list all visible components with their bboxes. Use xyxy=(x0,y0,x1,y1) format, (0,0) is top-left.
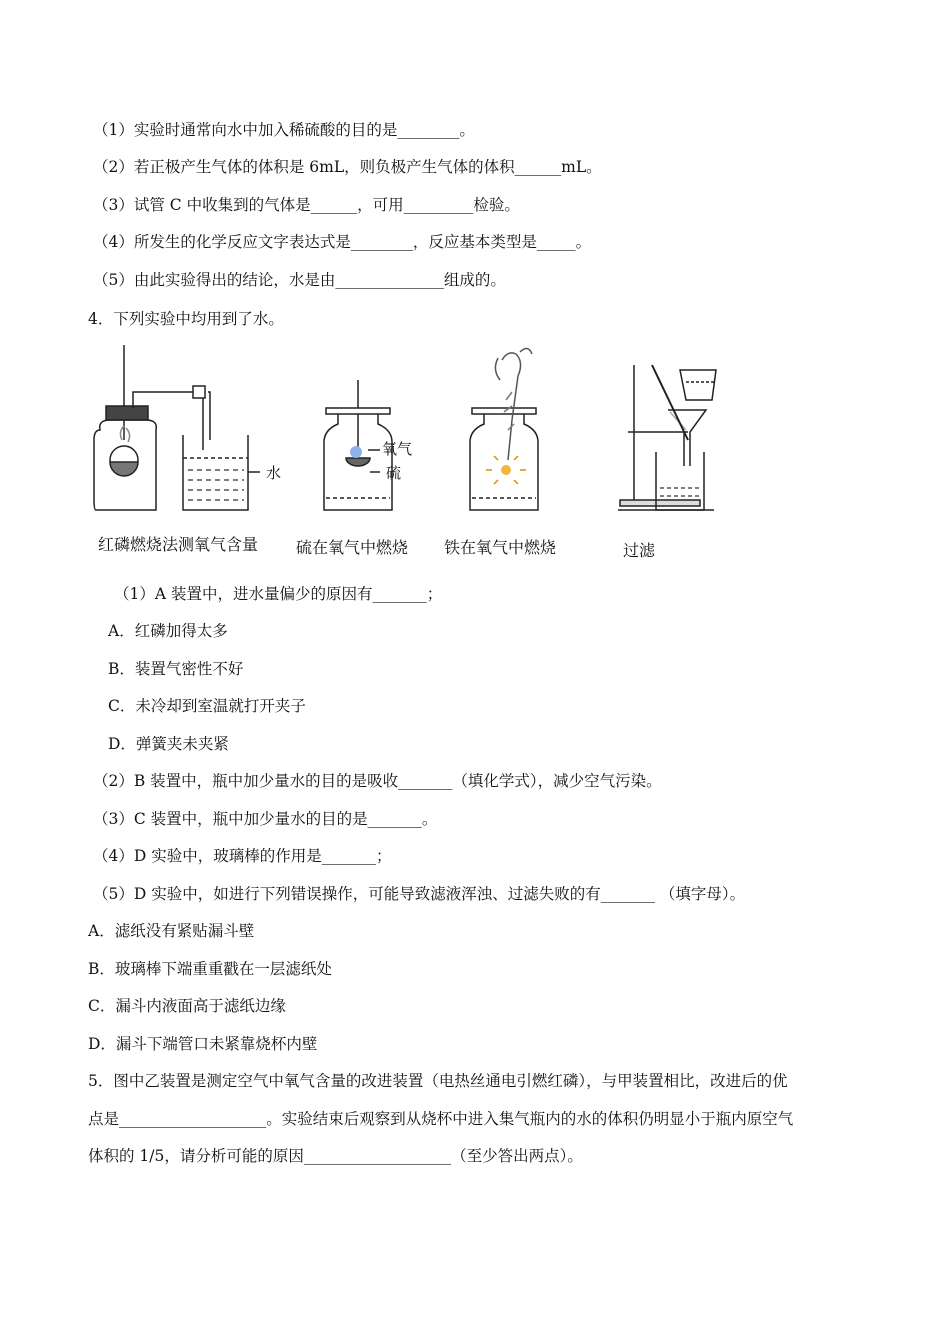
experiment-figure xyxy=(88,340,848,570)
q4-sub1-option-d: D．弹簧夹未夹紧 xyxy=(108,735,229,753)
caption-sulfur: 硫在氧气中燃烧 xyxy=(296,538,409,557)
q4-sub3: （3）C 装置中，瓶中加少量水的目的是_______。 xyxy=(93,810,438,828)
q3-item-3: （3）试管 C 中收集到的气体是______，可用_________检验。 xyxy=(93,196,520,214)
q3-item-1: （1）实验时通常向水中加入稀硫酸的目的是________。 xyxy=(93,121,475,139)
q4-stem: 4．下列实验中均用到了水。 xyxy=(88,310,284,328)
caption-filtration: 过滤 xyxy=(623,541,656,560)
q4-sub4: （4）D 实验中，玻璃棒的作用是_______； xyxy=(93,847,392,865)
q4-sub1-option-c: C．未冷却到室温就打开夹子 xyxy=(108,697,306,715)
q4-sub1: （1）A 装置中，进水量偏少的原因有_______； xyxy=(114,585,443,603)
q4-sub2: （2）B 装置中，瓶中加少量水的目的是吸收_______（填化学式），减少空气污染。 xyxy=(93,772,662,790)
q3-item-4: （4）所发生的化学反应文字表达式是________，反应基本类型是_____。 xyxy=(93,233,592,251)
q5-line-3: 体积的 1/5，请分析可能的原因___________________（至少答出两点）。 xyxy=(88,1147,583,1165)
q4-sub5-option-b: B．玻璃棒下端重重戳在一层滤纸处 xyxy=(88,960,332,978)
label-water: 水 xyxy=(266,464,282,482)
q4-sub5-option-c: C．漏斗内液面高于滤纸边缘 xyxy=(88,997,286,1015)
q4-sub1-option-a: A．红磷加得太多 xyxy=(108,622,228,640)
q5-line-2: 点是___________________。实验结束后观察到从烧杯中进入集气瓶内的水的体积仍明显小于瓶内原空气 xyxy=(88,1110,794,1128)
caption-phosphorus: 红磷燃烧法测氧气含量 xyxy=(98,535,259,554)
label-oxygen: 氧气 xyxy=(382,440,413,458)
q3-item-5: （5）由此实验得出的结论，水是由______________组成的。 xyxy=(93,271,506,289)
caption-iron: 铁在氧气中燃烧 xyxy=(444,538,557,557)
q4-sub5-option-a: A．滤纸没有紧贴漏斗壁 xyxy=(88,922,255,940)
q3-item-2: （2）若正极产生气体的体积是 6mL，则负极产生气体的体积______mL。 xyxy=(93,158,602,176)
label-sulfur: 硫 xyxy=(386,464,402,482)
q4-sub1-option-b: B．装置气密性不好 xyxy=(108,660,244,678)
q5-line-1: 5．图中乙装置是测定空气中氧气含量的改进装置（电热丝通电引燃红磷），与甲装置相比，改进后的优 xyxy=(88,1072,788,1090)
q4-sub5-option-d: D．漏斗下端管口未紧靠烧杯内壁 xyxy=(88,1035,318,1053)
q4-sub5: （5）D 实验中，如进行下列错误操作，可能导致滤液浑浊、过滤失败的有_______ （填字母）。 xyxy=(93,885,746,903)
